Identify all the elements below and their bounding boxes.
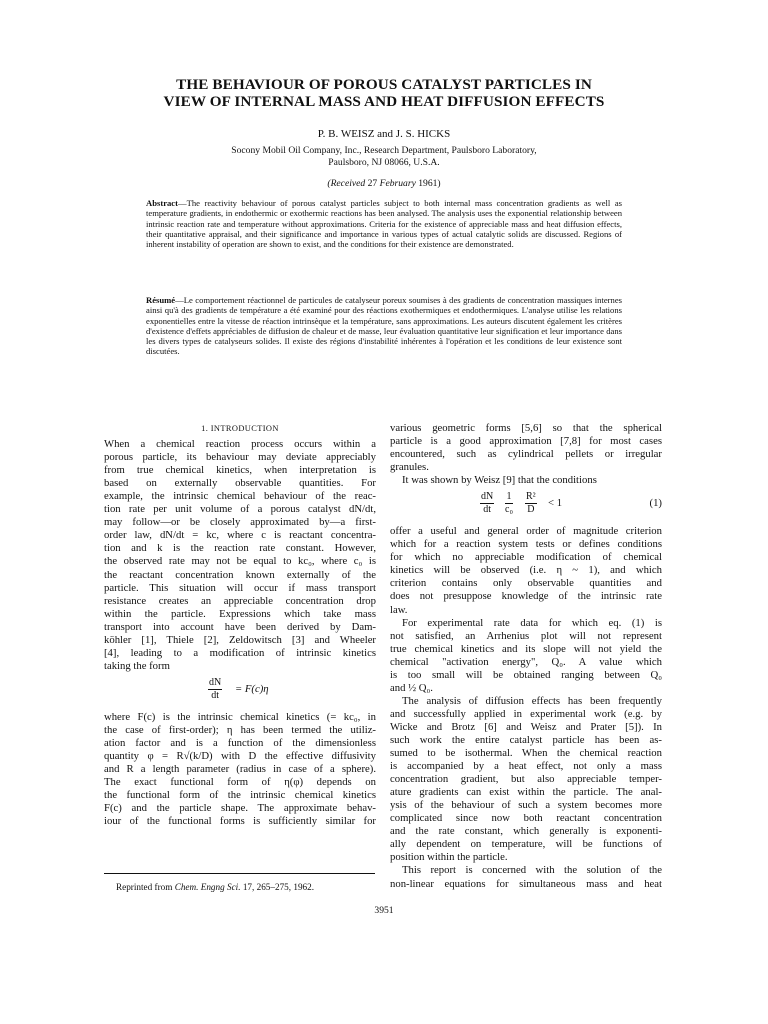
equation-fraction (525, 491, 537, 516)
text-line: concentration gradient, but also appreciable temper- (390, 773, 662, 786)
authors: P. B. WEISZ and J. S. HICKS (317, 128, 451, 140)
text-line: various geometric forms [5,6] so that the spherical (390, 422, 662, 434)
text-line: example, the intrinsic chemical behaviour of the reac- (104, 490, 376, 503)
abstract (146, 198, 622, 249)
text-line: not satisfied, an Arrhenius plot will not represent (390, 629, 662, 642)
text-line: position within the particle. (390, 851, 508, 864)
text-line: the reactant concentration known externally of the (104, 568, 376, 581)
footnote (116, 882, 314, 892)
section-heading: 1. INTRODUCTION (201, 424, 279, 433)
text-line: The analysis of diffusion effects has been frequently (402, 694, 662, 707)
text-line: may follow—or be closely approximated by—a first- (104, 516, 376, 529)
text-line: resistance creates an appreciable concentration drop (104, 594, 376, 607)
text-line: ally dependent on temperature, will be functions of (390, 838, 662, 851)
text-line: non-linear equations for simultaneous mass and heat (390, 877, 662, 890)
text-line: [4], leading to a modification of intrinsic kinetics (104, 646, 376, 659)
received-month: February (379, 178, 416, 189)
received-label: Received (330, 178, 366, 189)
title-line: THE BEHAVIOUR OF POROUS CATALYST PARTICLES IN (176, 76, 592, 93)
text-line: ature gradients can exist within the particle. The anal- (390, 786, 662, 799)
equation-rate (104, 673, 376, 711)
equation-fraction (208, 677, 222, 702)
received-date (0, 178, 768, 189)
equation-1 (390, 487, 662, 525)
text-line: transport into account have been derived by Dam- (104, 620, 376, 633)
text-line: ation factor and is a function of the dimensionless (104, 736, 376, 749)
text-line: quantity φ = R√(k/D) with D the effective diffusivity (104, 750, 376, 763)
equation-fraction (505, 491, 513, 516)
text-line: the case of first-order); η has been termed the utiliz- (104, 723, 376, 736)
text-line: kinetics will be observed (i.e. η ~ 1), and which (390, 564, 662, 577)
title-line: VIEW OF INTERNAL MASS AND HEAT DIFFUSION EFFECTS (163, 93, 605, 110)
abstract-label: Abstract (146, 198, 178, 208)
right-column (390, 422, 662, 891)
paper-title (100, 76, 668, 110)
footnote-divider (104, 873, 375, 874)
text-line: Wicke and Brotz [6] and Weisz and Prater [5]). In (390, 720, 662, 733)
text-line: taking the form (104, 659, 170, 672)
equation-rhs: = F(c)η (235, 682, 269, 695)
text-line: and the rate constant, which generally is exponenti- (390, 825, 662, 838)
text-line: köhler [1], Thiele [2], Zeldowitsch [3] and Wheeler (104, 633, 376, 646)
text-line: porous particle, its behaviour may deviate appreciably (104, 451, 376, 464)
text-line: F(c) and the particle shape. The approximate behav- (104, 802, 376, 815)
fraction-numerator: R² (526, 491, 536, 503)
text-line: It was shown by Weisz [9] that the conditions (402, 474, 597, 487)
equation-number: (1) (649, 497, 662, 510)
text-line: from true chemical kinetics, when interpretation is (104, 464, 376, 477)
text-line: and ½ Q₀. (390, 681, 433, 694)
resume-label: Résumé (146, 295, 176, 305)
resume (146, 295, 622, 357)
footnote-journal: Chem. Engng Sci. (174, 882, 241, 892)
affiliation (0, 145, 768, 168)
text-line: the functional form of the intrinsic chemical kinetics (104, 789, 376, 802)
text-line: the observed rate may not be equal to kc₀, where c₀ is (104, 555, 376, 568)
fraction-numerator: dN (481, 491, 494, 503)
text-line: within the particle. Expressions which take mass (104, 607, 376, 620)
text-line: For experimental rate data for which eq. (1) is (402, 616, 662, 629)
text-line: such work the entire catalyst particle has been as- (390, 733, 662, 746)
text-line: and R a length parameter (radius in case of a sphere). (104, 763, 376, 776)
text-line: which for a reaction system tests or defines conditions (390, 538, 662, 551)
received-day: 27 (367, 178, 378, 189)
text-line: based on externally observable quantities. For (104, 477, 376, 490)
text-line: offer a useful and general order of magnitude criterion (390, 525, 662, 538)
text-line: iour of the functional forms is sufficiently similar for (104, 815, 376, 828)
affiliation-line: Paulsboro, NJ 08066, U.S.A. (328, 156, 440, 168)
text-line: order law, dN/dt = kc, where c is reactant concentra- (104, 529, 376, 542)
fraction-denominator: c₀ (505, 504, 513, 516)
text-line: The exact functional form of η(φ) depends on (104, 776, 376, 789)
text-line: tion rate per unit volume of a porous catalyst dN/dt, (104, 503, 376, 516)
text-line: criterion contains only observable quantities and (390, 577, 662, 590)
fraction-denominator: D (527, 504, 535, 516)
text-line: where F(c) is the intrinsic chemical kinetics (= kc₀, in (104, 710, 376, 723)
text-line: granules. (390, 461, 429, 474)
text-line: ysis of the behaviour of such a system becomes more (390, 799, 662, 812)
fraction-numerator: 1 (506, 491, 512, 503)
text-line: is accompanied by a heat effect, not only a mass (390, 760, 662, 773)
abstract-text: —The reactivity behaviour of porous catalyst particles subject to both internal mass concentration gradients as well as temperature gradients, in endothermic or exothermic reactions has been analysed. The analysis uses the exponential relationship between intrinsic reaction rate and temperature without approximations. Criteria for the existence of appreciable mass and heat diffusion effects, their quantitative appraisal, and their significance and importance in various types of actual catalytic solids are discussed. Regions of inherent instability of operation are shown to exist, and the conditions for their existence are demonstrated. (146, 198, 622, 250)
text-line: does not presuppose knowledge of the intrinsic rate (390, 590, 662, 603)
fraction-denominator: dt (483, 504, 491, 516)
text-line: complicated since now both reactant concentration (390, 812, 662, 825)
text-line: chemical "activation energy", Q₀. A value which (390, 655, 662, 668)
affiliation-line: Socony Mobil Oil Company, Inc., Research Department, Paulsboro Laboratory, (231, 145, 537, 156)
text-line: encountered, such as cylindrical pellets or irregular (390, 448, 662, 461)
text-line: particle is a good approximation [7,8] for most cases (390, 435, 662, 448)
text-line: tion and k is the reaction rate constant. However, (104, 542, 376, 555)
text-line: for which no appreciable modification of chemical (390, 551, 662, 564)
left-column (104, 422, 376, 828)
text-line: law. (390, 603, 408, 616)
footnote-reference: 17, 265–275, 1962. (242, 882, 315, 892)
received-open: ( (327, 178, 331, 189)
fraction-numerator: dN (209, 676, 222, 688)
page-number: 3951 (374, 905, 394, 916)
text-line: particle. This situation will occur if mass transport (104, 581, 376, 594)
footnote-prefix: Reprinted from (116, 882, 173, 892)
text-line: sumed to be isothermal. When the chemical reaction (390, 747, 662, 760)
fraction-denominator: dt (211, 689, 219, 701)
text-line: When a chemical reaction process occurs within a (104, 438, 376, 451)
text-line: is too small will be obtained ranging between Q₀ (390, 668, 662, 681)
equation-rhs: < 1 (548, 497, 563, 510)
resume-text: —Le comportement réactionnel de particules de catalyseur poreux soumises à des gradients de concentration massiques internes ainsi qu'à des gradients de température a été examiné pour des réactions exothermiques et endothermiques. L'analyse utilise les relations exponentielles entre la vitesse de réaction intrinsèque et la température, sans approximations. Les auteurs discutent également les critères d'existence d'effets appréciables de diffusion de chaleur et de masse, leur évaluation quantitative leur signification et leur importance dans les divers types de catalyseurs solides. Il existe des régions d'instabilité inhérentes à l'opération et les conditions de leur existence sont discutées. (146, 295, 622, 357)
equation-fraction (480, 491, 494, 516)
text-line: This report is concerned with the solution of the (402, 864, 662, 877)
text-line: true chemical kinetics and its slope will not yield the (390, 642, 662, 655)
text-line: and successfully applied in experimental work (e.g. by (390, 707, 662, 720)
received-year: 1961) (418, 178, 441, 189)
